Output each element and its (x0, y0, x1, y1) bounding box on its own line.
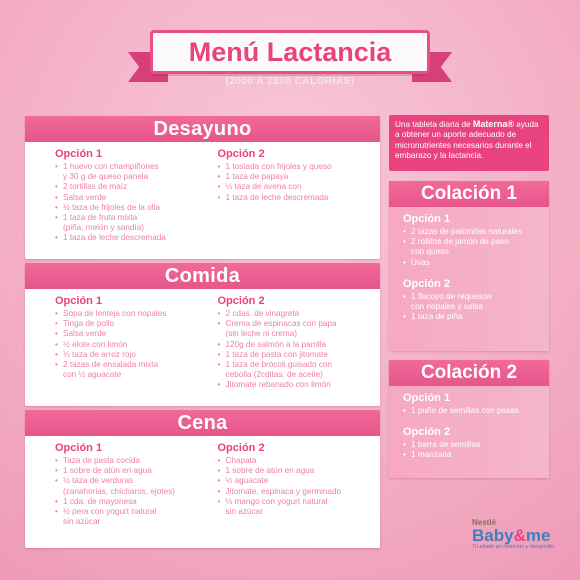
list-item: y 30 g de queso panela (63, 172, 149, 182)
list-item: • 1 taza de leche descremada (55, 233, 218, 243)
list-item: con ½ aguacate (63, 370, 122, 380)
option-list (218, 309, 381, 391)
logo-ampersand: & (513, 526, 526, 545)
list-item: • 2 tazas de ensalada mixta (55, 360, 218, 370)
logo-me: me (525, 526, 551, 545)
list-item: • Uvas (403, 258, 539, 268)
meal-title: Desayuno (25, 116, 380, 142)
materna-promo (389, 115, 549, 171)
option-title: Opción 2 (403, 277, 451, 290)
option-title: Opción 1 (55, 148, 103, 160)
list-item: • 1 huevo con champiñones (55, 162, 218, 172)
list-item: • 1 barra de semillas (403, 440, 539, 450)
list-item: • ⅓ taza de arroz rojo (55, 350, 218, 360)
option-column (55, 148, 218, 244)
snack-card-colacion-2 (389, 360, 549, 478)
option-list (55, 456, 218, 527)
option-column (55, 442, 218, 527)
logo-tagline: Tu aliado en nutrición y desarrollo (472, 544, 555, 550)
option-title: Opción 1 (403, 213, 451, 225)
snack-title: Colación 2 (389, 360, 549, 386)
option-title: Opción 2 (217, 442, 265, 454)
list-item: (sin leche ni crema) (225, 329, 297, 339)
option-title: Opción 2 (403, 426, 451, 439)
page-title: Menú Lactancia (150, 30, 430, 74)
option-column (218, 148, 381, 244)
list-item: con nopales y salsa (411, 302, 483, 312)
list-item: • Taza de pasta cocida (55, 456, 218, 466)
list-item: • 1 taza de papaya (218, 172, 381, 182)
option-list (403, 227, 539, 268)
list-item: • Sopa de lenteja con nopales (55, 309, 218, 319)
list-item: • 1 flacoyo de requesón (403, 292, 539, 302)
list-item: • 1 taza de brócoli guisado con (218, 360, 381, 370)
option-title: Opción 1 (55, 442, 103, 454)
list-item: • 1 manzana (403, 450, 539, 460)
option-title: Opción 1 (403, 392, 451, 404)
option-column (218, 295, 381, 391)
option-list (403, 440, 539, 460)
list-item: • Salsa verde (55, 193, 218, 203)
list-item: • ½ taza de avena con (218, 182, 381, 192)
list-item: • Jitomate rebanado con limón (218, 380, 381, 390)
list-item: • ½ taza de frijoles de la olla (55, 203, 218, 213)
option-column (55, 295, 218, 391)
list-item: • 1 sobre de atún en agua (55, 466, 218, 476)
option-list (218, 162, 381, 203)
list-item: • 2 tazas de palomitas naturales (403, 227, 539, 237)
logo-baby: Baby (472, 526, 514, 545)
list-item: sin azúcar (225, 507, 263, 517)
snack-body (389, 386, 549, 478)
option-list (55, 162, 218, 244)
list-item: sin azúcar (63, 517, 101, 527)
option-title: Opción 1 (55, 295, 103, 307)
list-item: • 2 rollitos de jamón de pavo (403, 237, 539, 247)
list-item: • ½ taza de verduras (55, 476, 218, 486)
list-item: • ½ pera con yogurt natural (55, 507, 218, 517)
snack-title: Colación 1 (389, 181, 549, 207)
meal-card-desayuno (25, 116, 380, 259)
option-title: Opción 2 (217, 148, 265, 160)
list-item: • 1 tostada con frijoles y queso (218, 162, 381, 172)
list-item: • Chapata (218, 456, 381, 466)
option-list (403, 292, 539, 323)
list-item: • ½ aguacate (218, 476, 381, 486)
option-title: Opción 2 (217, 295, 265, 307)
meal-card-cena (25, 410, 380, 548)
nestle-wordmark: Nestlé (472, 518, 497, 527)
promo-brand: Materna® (472, 119, 514, 129)
list-item: • ½ mango con yogurt natural (218, 497, 381, 507)
option-list (55, 309, 218, 380)
baby-me-wordmark (472, 527, 572, 544)
list-item: • 1 taza de piña (403, 312, 539, 322)
list-item: • 2 cdas. de vinagreta (218, 309, 381, 319)
list-item: • 1 sobre de atún en agua (218, 466, 381, 476)
option-list (218, 456, 381, 517)
list-item: • ½ elote con limón (55, 340, 218, 350)
list-item: • Crema de espinacas con papa (218, 319, 381, 329)
promo-text-post: ayuda a obtener un aporte adecuado de micronutrientes necesarios durante el embarazo y la lactancia. (395, 120, 539, 161)
list-item: • 2 tortillas de maíz (55, 182, 218, 192)
meal-title: Comida (25, 263, 380, 289)
snack-card-colacion-1 (389, 181, 549, 351)
list-item: • 120g de salmón a la parrilla (218, 340, 381, 350)
list-item: (piña, melón y sandía) (63, 223, 145, 233)
list-item: • 1 taza de fruta mixta (55, 213, 218, 223)
meal-title: Cena (25, 410, 380, 436)
nestle-baby-me-logo (472, 518, 572, 568)
list-item: (zanahorias, chícharos, ejotes) (63, 486, 175, 496)
option-column (218, 442, 381, 527)
list-item: • Salsa verde (55, 329, 218, 339)
list-item: • 1 taza de leche descremada (218, 193, 381, 203)
list-item: • Jitomate, espinaca y germinado (218, 487, 381, 497)
list-item: cebolla (2cditas. de aceite) (225, 370, 323, 380)
list-item: • 1 cda. de mayonesa (55, 497, 218, 507)
meal-card-comida (25, 263, 380, 406)
list-item: • 1 puño de semillas con pasas (403, 406, 539, 416)
snack-body (389, 207, 549, 351)
page-subtitle: (2000 A 2200 CALORÍAS) (225, 76, 355, 87)
list-item: con queso (411, 247, 449, 257)
promo-text-pre: Una tableta diaria de (395, 120, 473, 129)
option-list (403, 406, 539, 416)
list-item: • Tinga de pollo (55, 319, 218, 329)
list-item: • 1 taza de pasta con jitomate (218, 350, 381, 360)
